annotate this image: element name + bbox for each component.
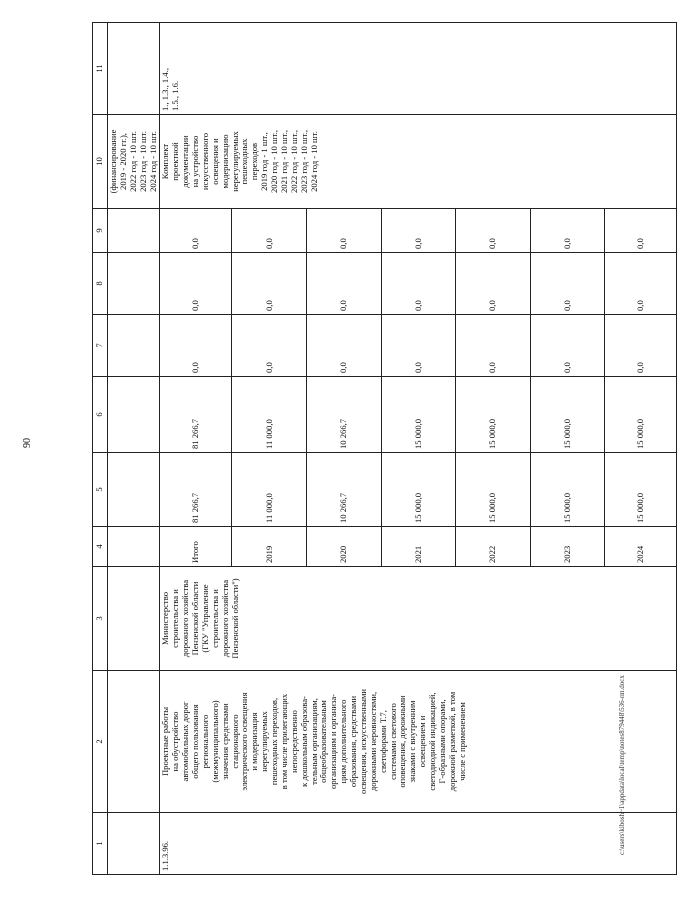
- value-cell: 15 000,0: [530, 377, 605, 452]
- header-col-10: 10: [93, 115, 108, 209]
- value-cell: 15 000,0: [635, 492, 646, 523]
- result-line: Комплект: [160, 143, 171, 180]
- name-line: освещением и: [417, 715, 428, 768]
- col8-subtable: [160, 253, 676, 314]
- name-line: оповещения, дорожными: [397, 695, 408, 788]
- value-cell: 0,0: [232, 315, 307, 376]
- executor-line: строительства и: [209, 589, 220, 648]
- result-line: 2024 год - 10 шт.: [308, 131, 319, 192]
- name-line: светодиодной индикацией,: [427, 692, 437, 791]
- value-cell: 10 266,7: [306, 377, 381, 452]
- name-line: непосредственно: [288, 710, 299, 773]
- col7-subtable: [160, 315, 676, 376]
- name-line: общеобразовательным: [318, 700, 329, 783]
- value-cell: 10 266,7: [306, 453, 381, 526]
- value-cell: 0,0: [635, 362, 646, 373]
- name-line: пешеходных переходов,: [269, 697, 279, 786]
- value-cell: 0,0: [456, 209, 531, 252]
- name-line: числе с применением: [456, 702, 467, 781]
- result-line: переходов: [249, 142, 260, 181]
- header-col-11: 11: [93, 23, 108, 115]
- name-line: и модернизация: [249, 712, 260, 771]
- row-col9: [160, 209, 677, 253]
- name-line: автомобильных дорог: [180, 701, 191, 782]
- value-cell: 0,0: [160, 253, 231, 314]
- executor-line: дорожного хозяйства: [219, 579, 230, 658]
- cont-cell-11: [108, 23, 160, 115]
- indicator-line: 1.5., 1.6.: [170, 80, 181, 111]
- header-row: [93, 23, 108, 875]
- value-cell: 0,0: [160, 315, 231, 376]
- name-line: в том числе прилегающих: [278, 693, 289, 790]
- continuation-row: [108, 23, 160, 875]
- cont-text: 2022 год - 10 шт.: [127, 131, 138, 192]
- value-cell: 0,0: [306, 209, 381, 252]
- name-line: дорожной разметкой, в том: [446, 691, 457, 792]
- cont-cell-6: [108, 377, 160, 453]
- value-cell: 15 000,0: [381, 453, 456, 526]
- col9-subtable: [160, 209, 676, 252]
- cont-cell-5: [108, 453, 160, 527]
- row-1-1-3-96: [160, 23, 677, 875]
- value-cell: 0,0: [232, 253, 307, 314]
- name-line: к дошкольным образова-: [298, 696, 309, 787]
- name-line: стационарного: [229, 714, 240, 769]
- cont-text: 2023 год - 10 шт.: [137, 131, 148, 192]
- header-col-4: 4: [93, 527, 108, 567]
- value-cell: 15 000,0: [635, 418, 646, 449]
- executor-line: Пензенской области"): [229, 578, 240, 659]
- row-col7: [160, 315, 677, 377]
- value-cell: 15 000,0: [381, 377, 456, 452]
- cont-cell-7: [108, 315, 160, 377]
- cont-cell-10: [108, 115, 160, 209]
- result-line: проектной: [170, 142, 181, 181]
- value-cell: 0,0: [160, 209, 231, 252]
- cont-cell-8: [108, 253, 160, 315]
- result-line: нерегулируемых: [229, 131, 240, 192]
- name-line: общего пользования: [190, 704, 200, 779]
- cont-cell-4: [108, 527, 160, 567]
- cont-text: 2019 - 2020 гг.),: [117, 133, 128, 190]
- indicator-line: 1., 1.3., 1.4.,: [160, 68, 171, 111]
- cont-text: 2024 год - 10 шт.: [147, 131, 158, 192]
- result-line: искусственного: [199, 132, 210, 191]
- program-table: [92, 22, 677, 875]
- value-cell: 0,0: [306, 315, 381, 376]
- header-col-2: 2: [93, 671, 108, 813]
- value-cell: 11 000,0: [232, 377, 307, 452]
- name-line: на обустройство: [170, 711, 181, 772]
- value-cell: 0,0: [635, 300, 646, 311]
- row-executor: [160, 567, 677, 671]
- result-line: документации: [180, 135, 191, 188]
- value-cell: 0,0: [381, 253, 456, 314]
- name-line: дорожными неровностями,: [367, 691, 378, 792]
- cont-text: (финансирование: [108, 129, 118, 194]
- year-cell: 2023: [530, 527, 605, 566]
- row-col5: [160, 453, 677, 527]
- header-col-9: 9: [93, 209, 108, 253]
- row-indicators: [160, 23, 677, 115]
- year-cell: 2019: [232, 527, 307, 566]
- cont-cell-1: [108, 813, 160, 875]
- result-line: модернизацию: [219, 134, 230, 189]
- year-cell: 2022: [456, 527, 531, 566]
- row-name: [160, 671, 677, 813]
- page-number: 90: [22, 438, 33, 448]
- value-cell: 81 266,7: [160, 377, 231, 452]
- value-cell: 81 266,7: [160, 453, 231, 526]
- name-line: освещения, искусственными: [357, 689, 368, 795]
- name-line: организациям и организа-: [328, 693, 339, 790]
- row-col8: [160, 253, 677, 315]
- value-cell: 0,0: [381, 315, 456, 376]
- value-cell: 0,0: [456, 253, 531, 314]
- value-cell: 0,0: [530, 315, 605, 376]
- header-col-1: 1: [93, 813, 108, 875]
- cont-cell-2: [108, 671, 160, 813]
- year-cell: 2020: [306, 527, 381, 566]
- result-line: 2022 год - 10 шт.,: [288, 130, 299, 193]
- col5-subtable: [160, 453, 676, 526]
- result-line: 2020 год - 10 шт.,: [269, 130, 279, 193]
- years-subtable: [160, 527, 676, 566]
- year-cell: 2024: [635, 545, 646, 563]
- name-line: электрического освещения: [239, 692, 250, 791]
- name-line: регионального: [199, 714, 210, 769]
- value-cell: 0,0: [381, 209, 456, 252]
- result-line: на устройство: [190, 135, 200, 188]
- name-line: знаками с внутренним: [407, 700, 418, 783]
- name-line: значения средствами: [219, 703, 230, 780]
- result-line: 2021 год - 10 шт.,: [278, 130, 289, 193]
- result-line: освещения и: [209, 138, 220, 185]
- value-cell: 11 000,0: [232, 453, 307, 526]
- name-line: Проектные работы: [160, 706, 171, 777]
- name-line: Г-образными опорами,: [436, 699, 447, 784]
- row-number: 1.1.3.96.: [160, 813, 677, 875]
- value-cell: 0,0: [232, 209, 307, 252]
- executor-line: Пензенской области: [190, 581, 200, 656]
- name-line: светофорами Т.7,: [377, 710, 388, 773]
- name-line: образования, средствами: [348, 695, 358, 788]
- value-cell: 0,0: [635, 238, 646, 249]
- name-line: циям дополнительного: [338, 699, 349, 784]
- name-line: нерегулируемых: [259, 711, 270, 772]
- result-line: 2019 год - 1 шт.,: [259, 132, 270, 191]
- row-col6: [160, 377, 677, 453]
- header-col-5: 5: [93, 453, 108, 527]
- row-result: [160, 115, 677, 209]
- value-cell: 15 000,0: [456, 453, 531, 526]
- col6-subtable: [160, 377, 676, 452]
- value-cell: 15 000,0: [456, 377, 531, 452]
- value-cell: 0,0: [456, 315, 531, 376]
- year-cell: 2021: [381, 527, 456, 566]
- name-line: системами светового: [387, 703, 398, 780]
- footer-file-path: c:\users\kibosh~1\appdata\local\temp\notes879448\536-пп.docx: [618, 675, 626, 855]
- year-cell: Итого: [160, 527, 231, 566]
- result-line: пешеходных: [239, 138, 250, 185]
- value-cell: 0,0: [306, 253, 381, 314]
- header-col-6: 6: [93, 377, 108, 453]
- value-cell: 15 000,0: [530, 453, 605, 526]
- cont-cell-3: [108, 567, 160, 671]
- cont-cell-9: [108, 209, 160, 253]
- name-line: (межмуниципального): [209, 700, 220, 783]
- executor-line: строительства и: [170, 589, 181, 648]
- value-cell: 0,0: [530, 253, 605, 314]
- name-line: тельным организациям,: [308, 698, 319, 785]
- header-col-8: 8: [93, 253, 108, 315]
- executor-line: (ГКУ "Управление: [199, 584, 210, 653]
- row-years: [160, 527, 677, 567]
- value-cell: 0,0: [530, 209, 605, 252]
- executor-line: дорожного хозяйства: [180, 579, 191, 658]
- executor-line: Министерство: [160, 592, 171, 645]
- result-line: 2023 год - 10 шт.,: [298, 130, 309, 193]
- header-col-7: 7: [93, 315, 108, 377]
- header-col-3: 3: [93, 567, 108, 671]
